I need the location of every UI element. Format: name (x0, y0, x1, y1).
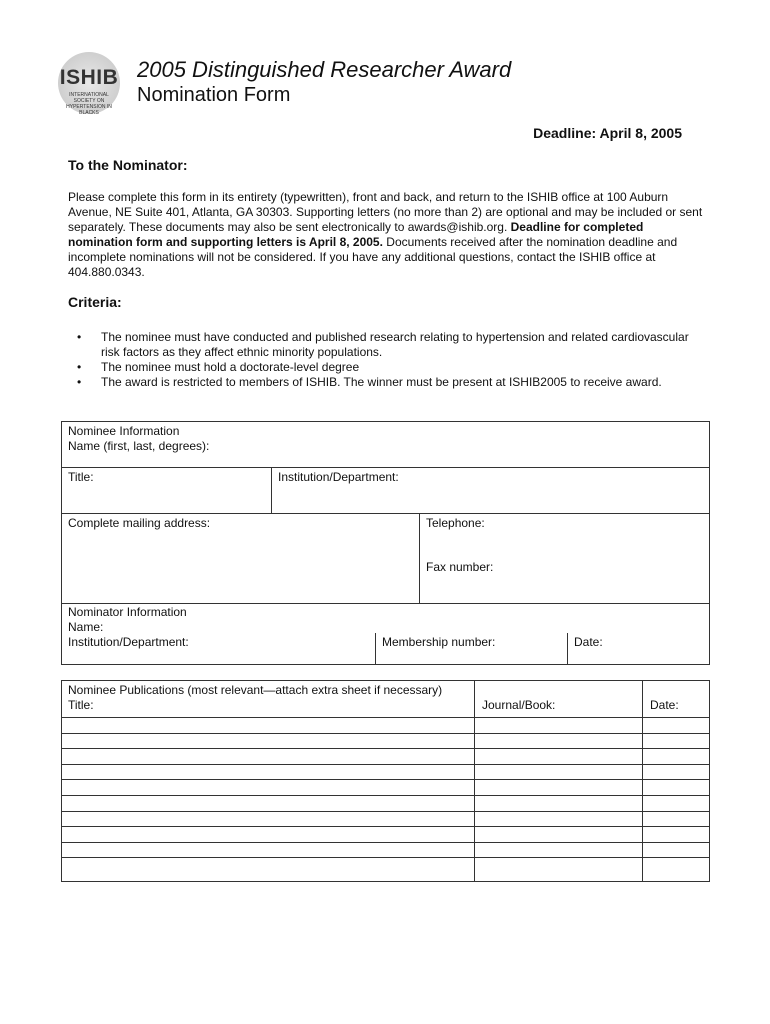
bullet-icon: • (77, 360, 82, 374)
form-subtitle: Nomination Form (137, 84, 291, 106)
intro-text-2: Documents received after the nomination deadline and incomplete nominations will not be considered. If you have any additional questions, contact the ISHIB office at 404.880.0343. (68, 235, 678, 279)
mailing-address-field[interactable]: Complete mailing address: (68, 516, 211, 530)
intro-text-1: Please complete this form in its entirety (typewritten), front and back, and return to the ISHIB office at 100 Auburn Avenue, NE Suite 401, Atlanta, GA 30303. Supporting letters (no more than 2) are optional and may be included or sent separately. These documents may also be sent electronically to awards@ishib.org. (68, 190, 703, 234)
nominee-info-table (61, 421, 710, 665)
criteria-item: • The nominee must have conducted and published research relating to hypertension and related cardiovascular risk factors as they affect ethnic minority populations. (77, 330, 689, 359)
publications-heading: Nominee Publications (most relevant—attach extra sheet if necessary) (68, 683, 443, 697)
publication-row[interactable] (62, 843, 709, 858)
nominator-heading: To the Nominator: (68, 157, 188, 173)
publication-row[interactable] (62, 827, 709, 842)
title-field[interactable]: Title: (68, 470, 94, 484)
fax-field[interactable]: Fax number: (426, 560, 494, 574)
nominator-info-label: Nominator Information (68, 605, 187, 619)
name-field[interactable]: Name (first, last, degrees): (68, 439, 210, 453)
nominator-name-field[interactable]: Name: (68, 620, 104, 634)
intro-bold: Deadline for completed nomination form and supporting letters is April 8, 2005. (68, 220, 644, 249)
criteria-heading: Criteria: (68, 294, 122, 310)
publication-row[interactable] (62, 765, 709, 780)
publication-row[interactable] (62, 858, 709, 873)
publication-row[interactable] (62, 749, 709, 764)
bullet-icon: • (77, 375, 82, 389)
logo-text: ISHIB (59, 66, 119, 89)
bullet-icon: • (77, 330, 82, 344)
institution-field[interactable]: Institution/Department: (278, 470, 399, 484)
deadline: Deadline: April 8, 2005 (533, 125, 682, 141)
criteria-list (68, 330, 708, 390)
publication-row[interactable] (62, 796, 709, 811)
intro-paragraph (68, 190, 708, 280)
date-field[interactable]: Date: (574, 635, 603, 649)
column-title: Title: (68, 698, 94, 712)
publication-row[interactable] (62, 718, 709, 733)
nominator-institution-field[interactable]: Institution/Department: (68, 635, 189, 649)
form-title: 2005 Distinguished Researcher Award (137, 57, 512, 82)
telephone-field[interactable]: Telephone: (426, 516, 485, 530)
logo-subtext: INTERNATIONAL SOCIETY ON HYPERTENSION IN BLACKS (66, 92, 112, 116)
publication-row[interactable] (62, 812, 709, 827)
ishib-logo (58, 52, 120, 114)
publication-row[interactable] (62, 780, 709, 795)
membership-number-field[interactable]: Membership number: (382, 635, 496, 649)
criteria-item: • The award is restricted to members of ISHIB. The winner must be present at ISHIB2005 to receive award. (77, 375, 662, 389)
column-journal: Journal/Book: (482, 698, 556, 712)
nominee-info-label: Nominee Information (68, 424, 180, 438)
publications-table (61, 680, 710, 882)
publication-row[interactable] (62, 734, 709, 749)
criteria-item: • The nominee must hold a doctorate-level degree (77, 360, 360, 374)
column-date: Date: (650, 698, 679, 712)
